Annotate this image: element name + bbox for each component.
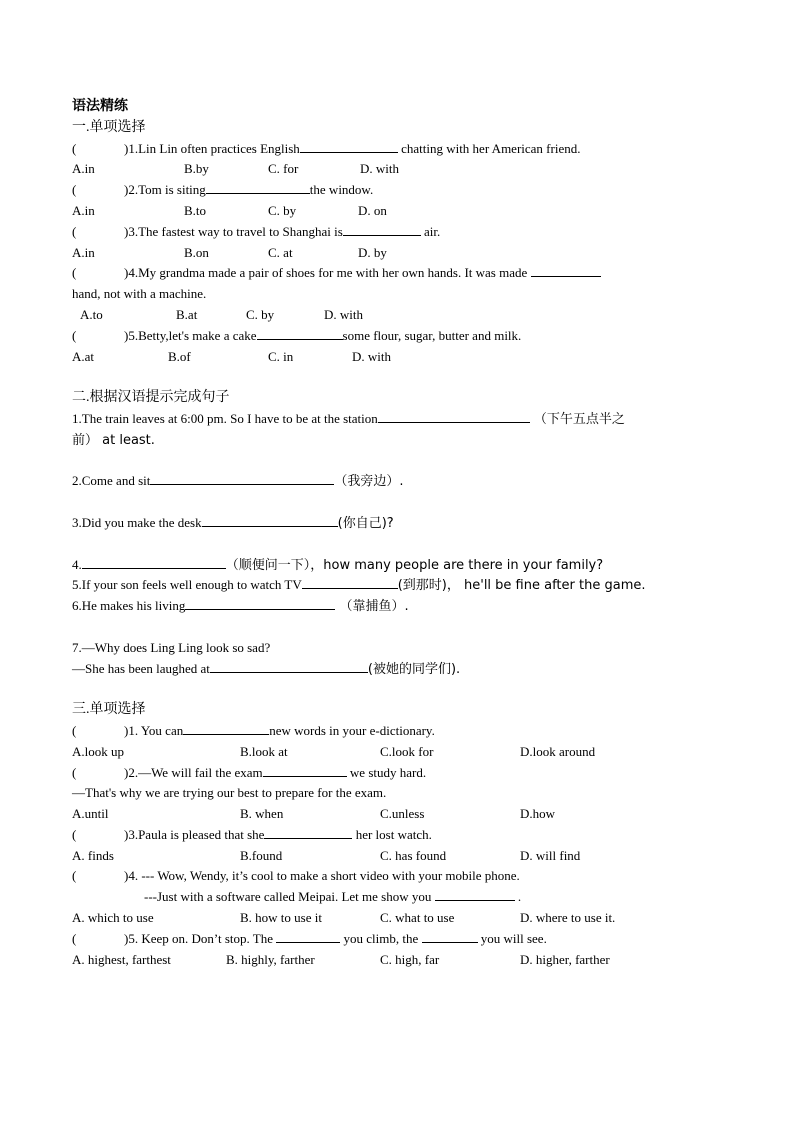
question-text: air.: [420, 223, 441, 239]
section-1-heading: 一.单项选择: [72, 119, 146, 135]
s3-q3-options: [72, 846, 722, 867]
s3-q1: [72, 721, 722, 742]
worksheet-title: 语法精练: [72, 99, 128, 114]
option-a: A.in: [72, 244, 95, 260]
option-c: C.unless: [380, 806, 425, 822]
sentence-text: 4.: [72, 556, 82, 572]
s1-q3-options: [72, 243, 722, 264]
answer-paren: (: [72, 868, 77, 884]
question-text: )1. You can: [124, 722, 184, 738]
option-d: D. with: [360, 161, 399, 177]
option-d: D. where to use it.: [520, 910, 616, 926]
s2-q3: [72, 513, 722, 534]
answer-blank[interactable]: [206, 180, 310, 194]
s3-q5: [72, 929, 722, 950]
section-2-heading: 二.根据汉语提示完成句子: [72, 390, 230, 406]
answer-paren: (: [72, 182, 77, 198]
option-a: A.in: [72, 202, 95, 218]
s2-q5: [72, 575, 722, 596]
option-b: B.of: [168, 348, 191, 364]
chinese-hint: （顺便问一下），how many people are there in your family?: [225, 557, 604, 573]
option-b: B. highly, farther: [226, 951, 315, 967]
chinese-hint: （我旁边）.: [334, 474, 404, 490]
answer-paren: (: [72, 327, 77, 343]
option-b: B.found: [240, 847, 283, 863]
s2-q1: [72, 409, 722, 430]
answer-paren: (: [72, 140, 77, 156]
answer-blank[interactable]: [264, 825, 352, 839]
answer-paren: (: [72, 223, 77, 239]
answer-paren: (: [72, 265, 77, 281]
option-a: A.look up: [72, 743, 124, 759]
s2-q7: 7.—Why does Ling Ling look so sad?: [72, 639, 271, 655]
option-c: C. by: [246, 306, 275, 322]
option-b: B.at: [176, 306, 198, 322]
question-text: .: [514, 889, 522, 905]
sentence-text: 3.Did you make the desk: [72, 514, 202, 530]
question-text: )1.Lin Lin often practices English: [124, 140, 300, 156]
answer-blank[interactable]: [531, 263, 601, 277]
s3-q2-reply: —That's why we are trying our best to prepare for the exam.: [72, 785, 387, 801]
s2-q1-cont: [72, 430, 722, 451]
option-d: D. will find: [520, 847, 581, 863]
answer-blank[interactable]: [210, 659, 368, 673]
answer-blank[interactable]: [150, 471, 334, 485]
s1-q3: [72, 222, 722, 243]
question-text: the window.: [309, 182, 374, 198]
s3-q4: [72, 866, 722, 887]
question-text: ---Just with a software called Meipai. Let me show you: [144, 889, 435, 905]
option-d: D.how: [520, 806, 556, 822]
option-c: C. high, far: [380, 951, 440, 967]
question-text: you climb, the: [340, 930, 422, 946]
s1-q4-cont: hand, not with a machine.: [72, 286, 207, 302]
option-c: C. for: [268, 161, 299, 177]
chinese-hint: （靠捕鱼）.: [335, 599, 409, 615]
option-c: C. what to use: [380, 910, 455, 926]
s2-q7-answer: [72, 659, 722, 680]
answer-blank[interactable]: [185, 596, 335, 610]
option-a: A. highest, farthest: [72, 951, 171, 967]
option-a: A.at: [72, 348, 95, 364]
answer-blank[interactable]: [378, 409, 530, 423]
option-d: D. with: [324, 306, 363, 322]
answer-paren: (: [72, 930, 77, 946]
answer-blank[interactable]: [276, 929, 340, 943]
s3-q4-options: [72, 908, 722, 929]
s3-q2: [72, 763, 722, 784]
answer-blank[interactable]: [183, 721, 269, 735]
option-b: B.look at: [240, 743, 288, 759]
question-text: )5. Keep on. Don’t stop. The: [124, 930, 277, 946]
answer-blank[interactable]: [257, 326, 343, 340]
worksheet-content: [72, 97, 722, 970]
option-a: A.in: [72, 161, 95, 177]
option-b: B.by: [184, 161, 209, 177]
question-text: )4.My grandma made a pair of shoes for me with her own hands. It was made: [124, 265, 531, 281]
chinese-hint: （下午五点半之: [529, 411, 625, 427]
answer-paren: (: [72, 764, 77, 780]
s1-q2-options: [72, 201, 722, 222]
s1-q4: [72, 263, 722, 284]
question-text: )3.The fastest way to travel to Shanghai is: [124, 223, 343, 239]
question-text: you will see.: [477, 930, 547, 946]
option-c: C. at: [268, 244, 293, 260]
chinese-hint: (被她的同学们).: [367, 661, 461, 677]
s2-q4: [72, 555, 722, 576]
option-a: A.until: [72, 806, 109, 822]
question-text: we study hard.: [346, 764, 427, 780]
s3-q4-reply: [72, 887, 722, 908]
sentence-text: 6.He makes his living: [72, 598, 186, 614]
option-d: D. with: [352, 348, 391, 364]
option-c: C. has found: [380, 847, 447, 863]
s3-q3: [72, 825, 722, 846]
s2-q2: [72, 471, 722, 492]
option-c: C. in: [268, 348, 294, 364]
option-a: A. finds: [72, 847, 114, 863]
s1-q1-options: [72, 159, 722, 180]
answer-blank[interactable]: [202, 513, 338, 527]
question-text: chatting with her American friend.: [397, 140, 581, 156]
option-d: D. on: [358, 202, 387, 218]
option-c: C. by: [268, 202, 297, 218]
sentence-text: 1.The train leaves at 6:00 pm. So I have to be at the station: [72, 410, 378, 426]
question-text: her lost watch.: [352, 826, 432, 842]
s2-q6: [72, 596, 722, 617]
option-a: A. which to use: [72, 910, 154, 926]
s3-q1-options: [72, 742, 722, 763]
s1-q5: [72, 326, 722, 347]
s3-q5-options: [72, 950, 722, 971]
answer-blank[interactable]: [263, 763, 347, 777]
sentence-text: 2.Come and sit: [72, 473, 151, 489]
s1-q2: [72, 180, 722, 201]
answer-blank[interactable]: [435, 887, 515, 901]
chinese-hint: (到那时)， he'll be fine after the game.: [397, 578, 646, 594]
question-text: )3.Paula is pleased that she: [124, 826, 265, 842]
answer-paren: (: [72, 826, 77, 842]
s1-q1: [72, 139, 722, 160]
answer-blank[interactable]: [302, 575, 398, 589]
question-text: some flour, sugar, butter and milk.: [342, 327, 522, 343]
option-c: C.look for: [380, 743, 434, 759]
option-d: D. by: [358, 244, 387, 260]
question-text: )2.—We will fail the exam: [124, 764, 263, 780]
option-b: B.to: [184, 202, 207, 218]
section-3-heading: 三.单项选择: [72, 702, 146, 718]
answer-blank[interactable]: [300, 139, 398, 153]
s3-q2-options: [72, 804, 722, 825]
answer-paren: (: [72, 722, 77, 738]
sentence-text: 5.If your son feels well enough to watch TV: [72, 577, 302, 593]
question-text: new words in your e-dictionary.: [269, 722, 435, 738]
question-text: )4. --- Wow, Wendy, it’s cool to make a short video with your mobile phone.: [124, 868, 520, 884]
option-a: A.to: [80, 306, 103, 322]
question-text: )5.Betty,let's make a cake: [124, 327, 257, 343]
s1-q5-options: [72, 347, 722, 368]
answer-blank[interactable]: [82, 555, 226, 569]
question-text: )2.Tom is siting: [124, 182, 206, 198]
answer-blank[interactable]: [343, 222, 421, 236]
chinese-hint: (你自己)?: [337, 515, 394, 531]
option-b: B.on: [184, 244, 209, 260]
s1-q4-options: [72, 305, 722, 326]
answer-blank[interactable]: [422, 929, 478, 943]
option-d: D.look around: [520, 743, 596, 759]
option-d: D. higher, farther: [520, 951, 610, 967]
option-b: B. when: [240, 806, 284, 822]
option-b: B. how to use it: [240, 910, 322, 926]
sentence-text: —She has been laughed at: [72, 660, 210, 676]
chinese-hint: 前） at least.: [72, 432, 155, 448]
